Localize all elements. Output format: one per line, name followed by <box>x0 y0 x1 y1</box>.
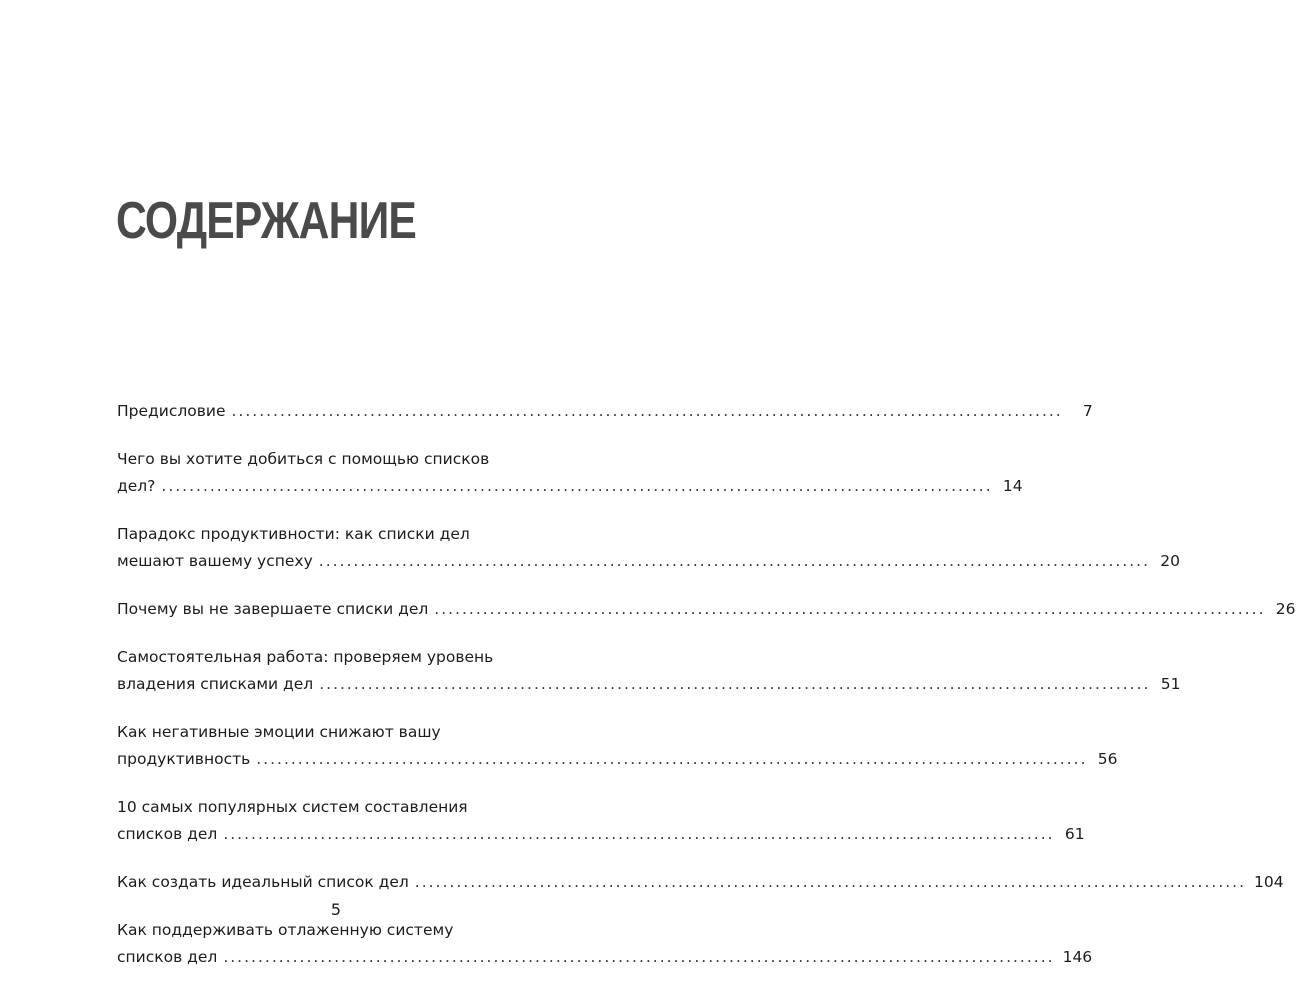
toc-entry <box>117 794 1085 848</box>
toc-entry-title: мешают вашему успеху <box>117 552 313 570</box>
page-number: 5 <box>330 900 342 919</box>
toc-entry <box>117 719 1118 773</box>
toc-entry-title: Предисловие <box>117 402 226 420</box>
dot-leader: ........................................................................................................................ <box>231 402 1063 420</box>
toc-page-number: 20 <box>1160 552 1181 570</box>
dot-leader: ........................................................................................................................ <box>318 552 1151 570</box>
toc-entry-title: Почему вы не завершаете списки дел <box>117 600 429 618</box>
dot-leader: ........................................................................................................................ <box>223 948 1055 966</box>
toc-entry <box>117 521 1181 575</box>
toc-entry-title: списков дел <box>117 825 218 843</box>
toc-page-number: 51 <box>1160 675 1181 693</box>
toc-entry-title: продуктивность <box>117 750 251 768</box>
toc-entry-title-line: 10 самых популярных систем составления <box>117 798 468 816</box>
toc-page-number: 14 <box>1002 477 1023 495</box>
toc-entry <box>117 869 1284 896</box>
toc-entry <box>117 596 1296 623</box>
toc-entry-title-line: Как поддерживать отлаженную систему <box>117 921 454 939</box>
dot-leader: ........................................................................................................................ <box>223 825 1055 843</box>
toc-entry-title: дел? <box>117 477 156 495</box>
dot-leader: ........................................................................................................................ <box>319 675 1151 693</box>
toc-entry <box>117 398 1093 425</box>
dot-leader: ........................................................................................................................ <box>414 873 1247 891</box>
toc-entry-title: владения списками дел <box>117 675 314 693</box>
toc-entry <box>117 917 1093 971</box>
page-title: СОДЕРЖАНИЕ <box>116 192 417 250</box>
toc-entry-title: списков дел <box>117 948 218 966</box>
toc-page-number: 61 <box>1064 825 1085 843</box>
toc-page-number: 7 <box>1082 402 1093 420</box>
toc-entry-title-line: Парадокс продуктивности: как списки дел <box>117 525 470 543</box>
toc-page-number: 146 <box>1062 948 1093 966</box>
toc-page-number: 56 <box>1097 750 1118 768</box>
dot-leader: ........................................................................................................................ <box>256 750 1088 768</box>
dot-leader: ........................................................................................................................ <box>434 600 1266 618</box>
toc-page-number: 104 <box>1254 873 1284 891</box>
toc-entry <box>117 644 1181 698</box>
dot-leader: ........................................................................................................................ <box>161 477 993 495</box>
toc-entry-title-line: Чего вы хотите добиться с помощью списков <box>117 450 490 468</box>
toc-page-number: 26 <box>1275 600 1296 618</box>
toc-entry-title-line: Самостоятельная работа: проверяем уровень <box>117 648 494 666</box>
toc-entry-title: Как создать идеальный список дел <box>117 873 409 891</box>
toc-entry <box>117 446 1023 500</box>
toc-entry-title-line: Как негативные эмоции снижают вашу <box>117 723 441 741</box>
